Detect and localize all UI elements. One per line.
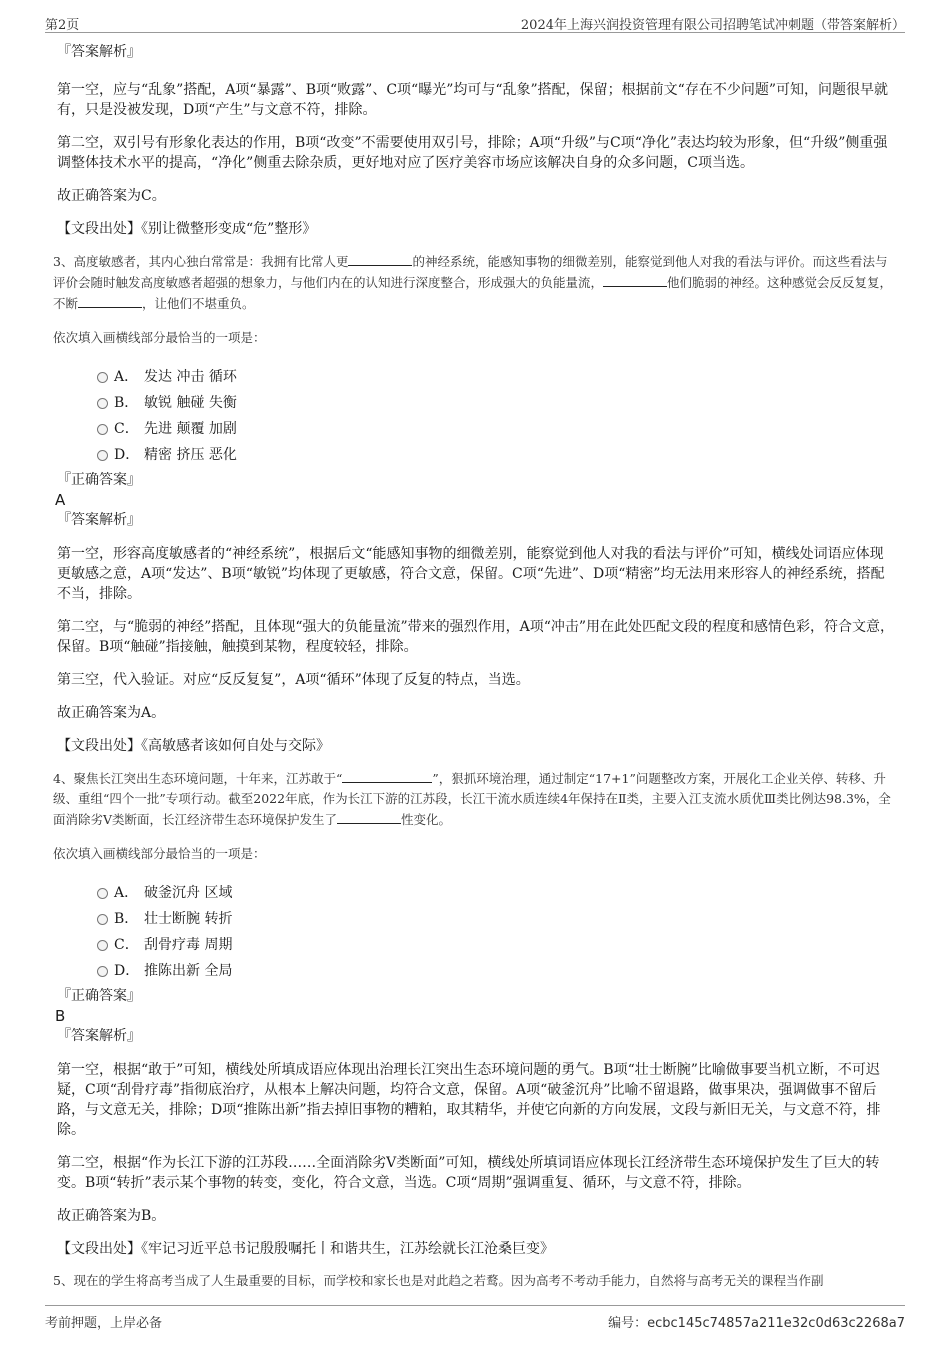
- q4-source: [57, 1239, 895, 1259]
- q4-blank-1: [342, 768, 432, 783]
- q4-blank-2: [337, 809, 401, 824]
- option-text: 推陈出新 全局: [144, 963, 233, 979]
- q3-option-a[interactable]: [97, 364, 895, 390]
- correct-answer-label: 『正确答案』: [57, 988, 141, 1004]
- radio-icon[interactable]: [97, 914, 108, 925]
- q3-correct-answer: A: [55, 491, 66, 509]
- q4-stem-part: 性变化。: [401, 812, 452, 827]
- q3-option-c[interactable]: [97, 416, 895, 442]
- q4-stem-part: ”，狠抓环境治理，通过制定“17+1”问题整改方案，开展化工企业关停、转移、升级、重组“四个一批”专项行动。截至2022年底，作为长江下游的江苏段，长江干流水质连续4年保持在Ⅱ类，主要入江支流水质优Ⅲ类比例达98.3%，全面消除劣Ⅴ类断面，长江经济带生态环境保护发生了: [53, 771, 891, 827]
- q3-blank-1: [348, 251, 412, 266]
- q3-source-title: 《高敏感者该如何自处与交际》: [141, 738, 330, 754]
- q3-stem: [53, 251, 895, 314]
- q4-conclusion: 故正确答案为B。: [57, 1208, 166, 1224]
- q3-conclusion: 故正确答案为A。: [57, 705, 166, 721]
- q2-source: [57, 219, 895, 239]
- option-text: 先进 颠覆 加剧: [144, 421, 237, 437]
- option-letter: A．: [114, 369, 139, 385]
- option-letter: D．: [114, 447, 140, 463]
- option-text: 刮骨疗毒 周期: [144, 937, 233, 953]
- page-footer: [45, 1305, 905, 1330]
- q4-option-c[interactable]: [97, 932, 895, 958]
- option-letter: C．: [114, 421, 139, 437]
- q3-blank-3: [78, 293, 142, 308]
- code-value: ecbc145c74857a211e32c0d63c2268a7: [647, 1316, 905, 1331]
- option-text: 精密 挤压 恶化: [144, 447, 237, 463]
- option-letter: B．: [114, 911, 139, 927]
- correct-answer-label: 『正确答案』: [57, 472, 141, 488]
- document-code: [608, 1312, 905, 1331]
- q2-analysis-p1: 第一空，应与“乱象”搭配，A项“暴露”、B项“败露”、C项“曝光”均可与“乱象”搭配，保留；根据前文“存在不少问题”可知，问题很早就有，只是没被发现，D项“产生”与文意不符，排除。: [57, 82, 888, 118]
- option-text: 发达 冲击 循环: [144, 369, 237, 385]
- q3-source: [57, 736, 895, 756]
- q4-source-title: 《牢记习近平总书记殷殷嘱托丨和谐共生，江苏绘就长江沧桑巨变》: [141, 1241, 554, 1257]
- q3-stem-part: 的神经系统，能感知事物的细微差别，能察觉到他人对我的看法与评价。而这些看法与评价会随时触发高度敏感者超强的想象力，与他们内在的认知进行深度整合，形成强大的负能量流，: [53, 254, 888, 290]
- q2-conclusion: 故正确答案为C。: [57, 188, 166, 204]
- option-letter: B．: [114, 395, 139, 411]
- document-body: [53, 40, 895, 1291]
- document-title: 2024年上海兴润投资管理有限公司招聘笔试冲刺题（带答案解析）: [520, 18, 905, 33]
- option-text: 破釜沉舟 区域: [144, 885, 233, 901]
- code-label: 编号：: [608, 1316, 648, 1331]
- q3-stem-part: 3、高度敏感者，其内心独白常常是：我拥有比常人更: [53, 254, 349, 269]
- q3-stem-part: 他们脆弱的神经。这种感觉会反反复复，不断: [53, 275, 893, 311]
- q3-option-b[interactable]: [97, 390, 895, 416]
- radio-icon[interactable]: [97, 888, 108, 899]
- radio-icon[interactable]: [97, 450, 108, 461]
- q4-analysis-p1: 第一空，根据“敢于”可知，横线处所填成语应体现出治理长江突出生态环境问题的勇气。B项“壮士断腕”比喻做事要当机立断，不可迟疑，C项“刮骨疗毒”指彻底治疗，从根本上解决问题，均符合文意，保留。A项“破釜沉舟”比喻不留退路，做事果决，强调做事不留后路，与文意无关，排除；D项“推陈出新”指去掉旧事物的糟粕，取其精华，并使它向新的方向发展，文段与新旧无关，与文意不符，排除。: [57, 1062, 881, 1138]
- source-label: 【文段出处】: [57, 221, 141, 237]
- q4-options: [57, 880, 895, 984]
- source-label: 【文段出处】: [57, 1241, 141, 1257]
- option-letter: A．: [114, 885, 139, 901]
- q4-option-d[interactable]: [97, 958, 895, 984]
- option-text: 壮士断腕 转折: [144, 911, 233, 927]
- page-header: [45, 10, 905, 33]
- analysis-label: 『答案解析』: [57, 44, 141, 60]
- page-number: 第2页: [45, 18, 80, 33]
- radio-icon[interactable]: [97, 424, 108, 435]
- q3-options: [57, 364, 895, 468]
- q3-option-d[interactable]: [97, 442, 895, 468]
- footer-slogan: 考前押题，上岸必备: [45, 1316, 163, 1331]
- q5-stem: 5、现在的学生将高考当成了人生最重要的目标，而学校和家长也是对此趋之若鹜。因为高考不考动手能力，自然将与高考无关的课程当作副: [53, 1273, 824, 1288]
- radio-icon[interactable]: [97, 966, 108, 977]
- q3-analysis-p3: 第三空，代入验证。对应“反反复复”，A项“循环”体现了反复的特点，当选。: [57, 672, 530, 688]
- q4-stem: [53, 768, 895, 830]
- q4-instruction: 依次填入画横线部分最恰当的一项是：: [53, 846, 266, 861]
- option-letter: D．: [114, 963, 140, 979]
- analysis-label: 『答案解析』: [57, 512, 141, 528]
- source-label: 【文段出处】: [57, 738, 141, 754]
- q3-analysis-p2: 第二空，与“脆弱的神经”搭配，且体现“强大的负能量流”带来的强烈作用，A项“冲击”用在此处匹配文段的程度和感情色彩，符合文意，保留。B项“触碰”指接触，触摸到某物，程度较轻，排除。: [57, 619, 895, 655]
- option-text: 敏锐 触碰 失衡: [144, 395, 237, 411]
- option-letter: C．: [114, 937, 139, 953]
- q2-source-title: 《别让微整形变成“危”整形》: [141, 221, 317, 237]
- q3-stem-part: ，让他们不堪重负。: [142, 296, 255, 311]
- q4-correct-answer: B: [55, 1007, 66, 1025]
- q3-analysis-p1: 第一空，形容高度敏感者的“神经系统”，根据后文“能感知事物的细微差别，能察觉到他人对我的看法与评价”可知，横线处词语应体现更敏感之意，A项“发达”、B项“敏锐”均体现了更敏感，符合文意，保留。C项“先进”、D项“精密”均无法用来形容人的神经系统，搭配不当，排除。: [57, 546, 885, 602]
- analysis-label: 『答案解析』: [57, 1028, 141, 1044]
- radio-icon[interactable]: [97, 940, 108, 951]
- q3-instruction: 依次填入画横线部分最恰当的一项是：: [53, 330, 266, 345]
- radio-icon[interactable]: [97, 398, 108, 409]
- q4-option-b[interactable]: [97, 906, 895, 932]
- q3-blank-2: [603, 272, 667, 287]
- q4-option-a[interactable]: [97, 880, 895, 906]
- q4-analysis-p2: 第二空，根据“作为长江下游的江苏段……全面消除劣Ⅴ类断面”可知，横线处所填词语应体现长江经济带生态环境保护发生了巨大的转变。B项“转折”表示某个事物的转变，变化，符合文意，当选。C项“周期”强调重复、循环，与文意不符，排除。: [57, 1155, 880, 1191]
- q4-stem-part: 4、聚焦长江突出生态环境问题，十年来，江苏敢于“: [53, 771, 343, 786]
- radio-icon[interactable]: [97, 372, 108, 383]
- q2-analysis-p2: 第二空，双引号有形象化表达的作用，B项“改变”不需要使用双引号，排除；A项“升级”与C项“净化”表达均较为形象，但“升级”侧重强调整体技术水平的提高，“净化”侧重去除杂质，更好地对应了医疗美容市场应该解决自身的众多问题，C项当选。: [57, 135, 888, 171]
